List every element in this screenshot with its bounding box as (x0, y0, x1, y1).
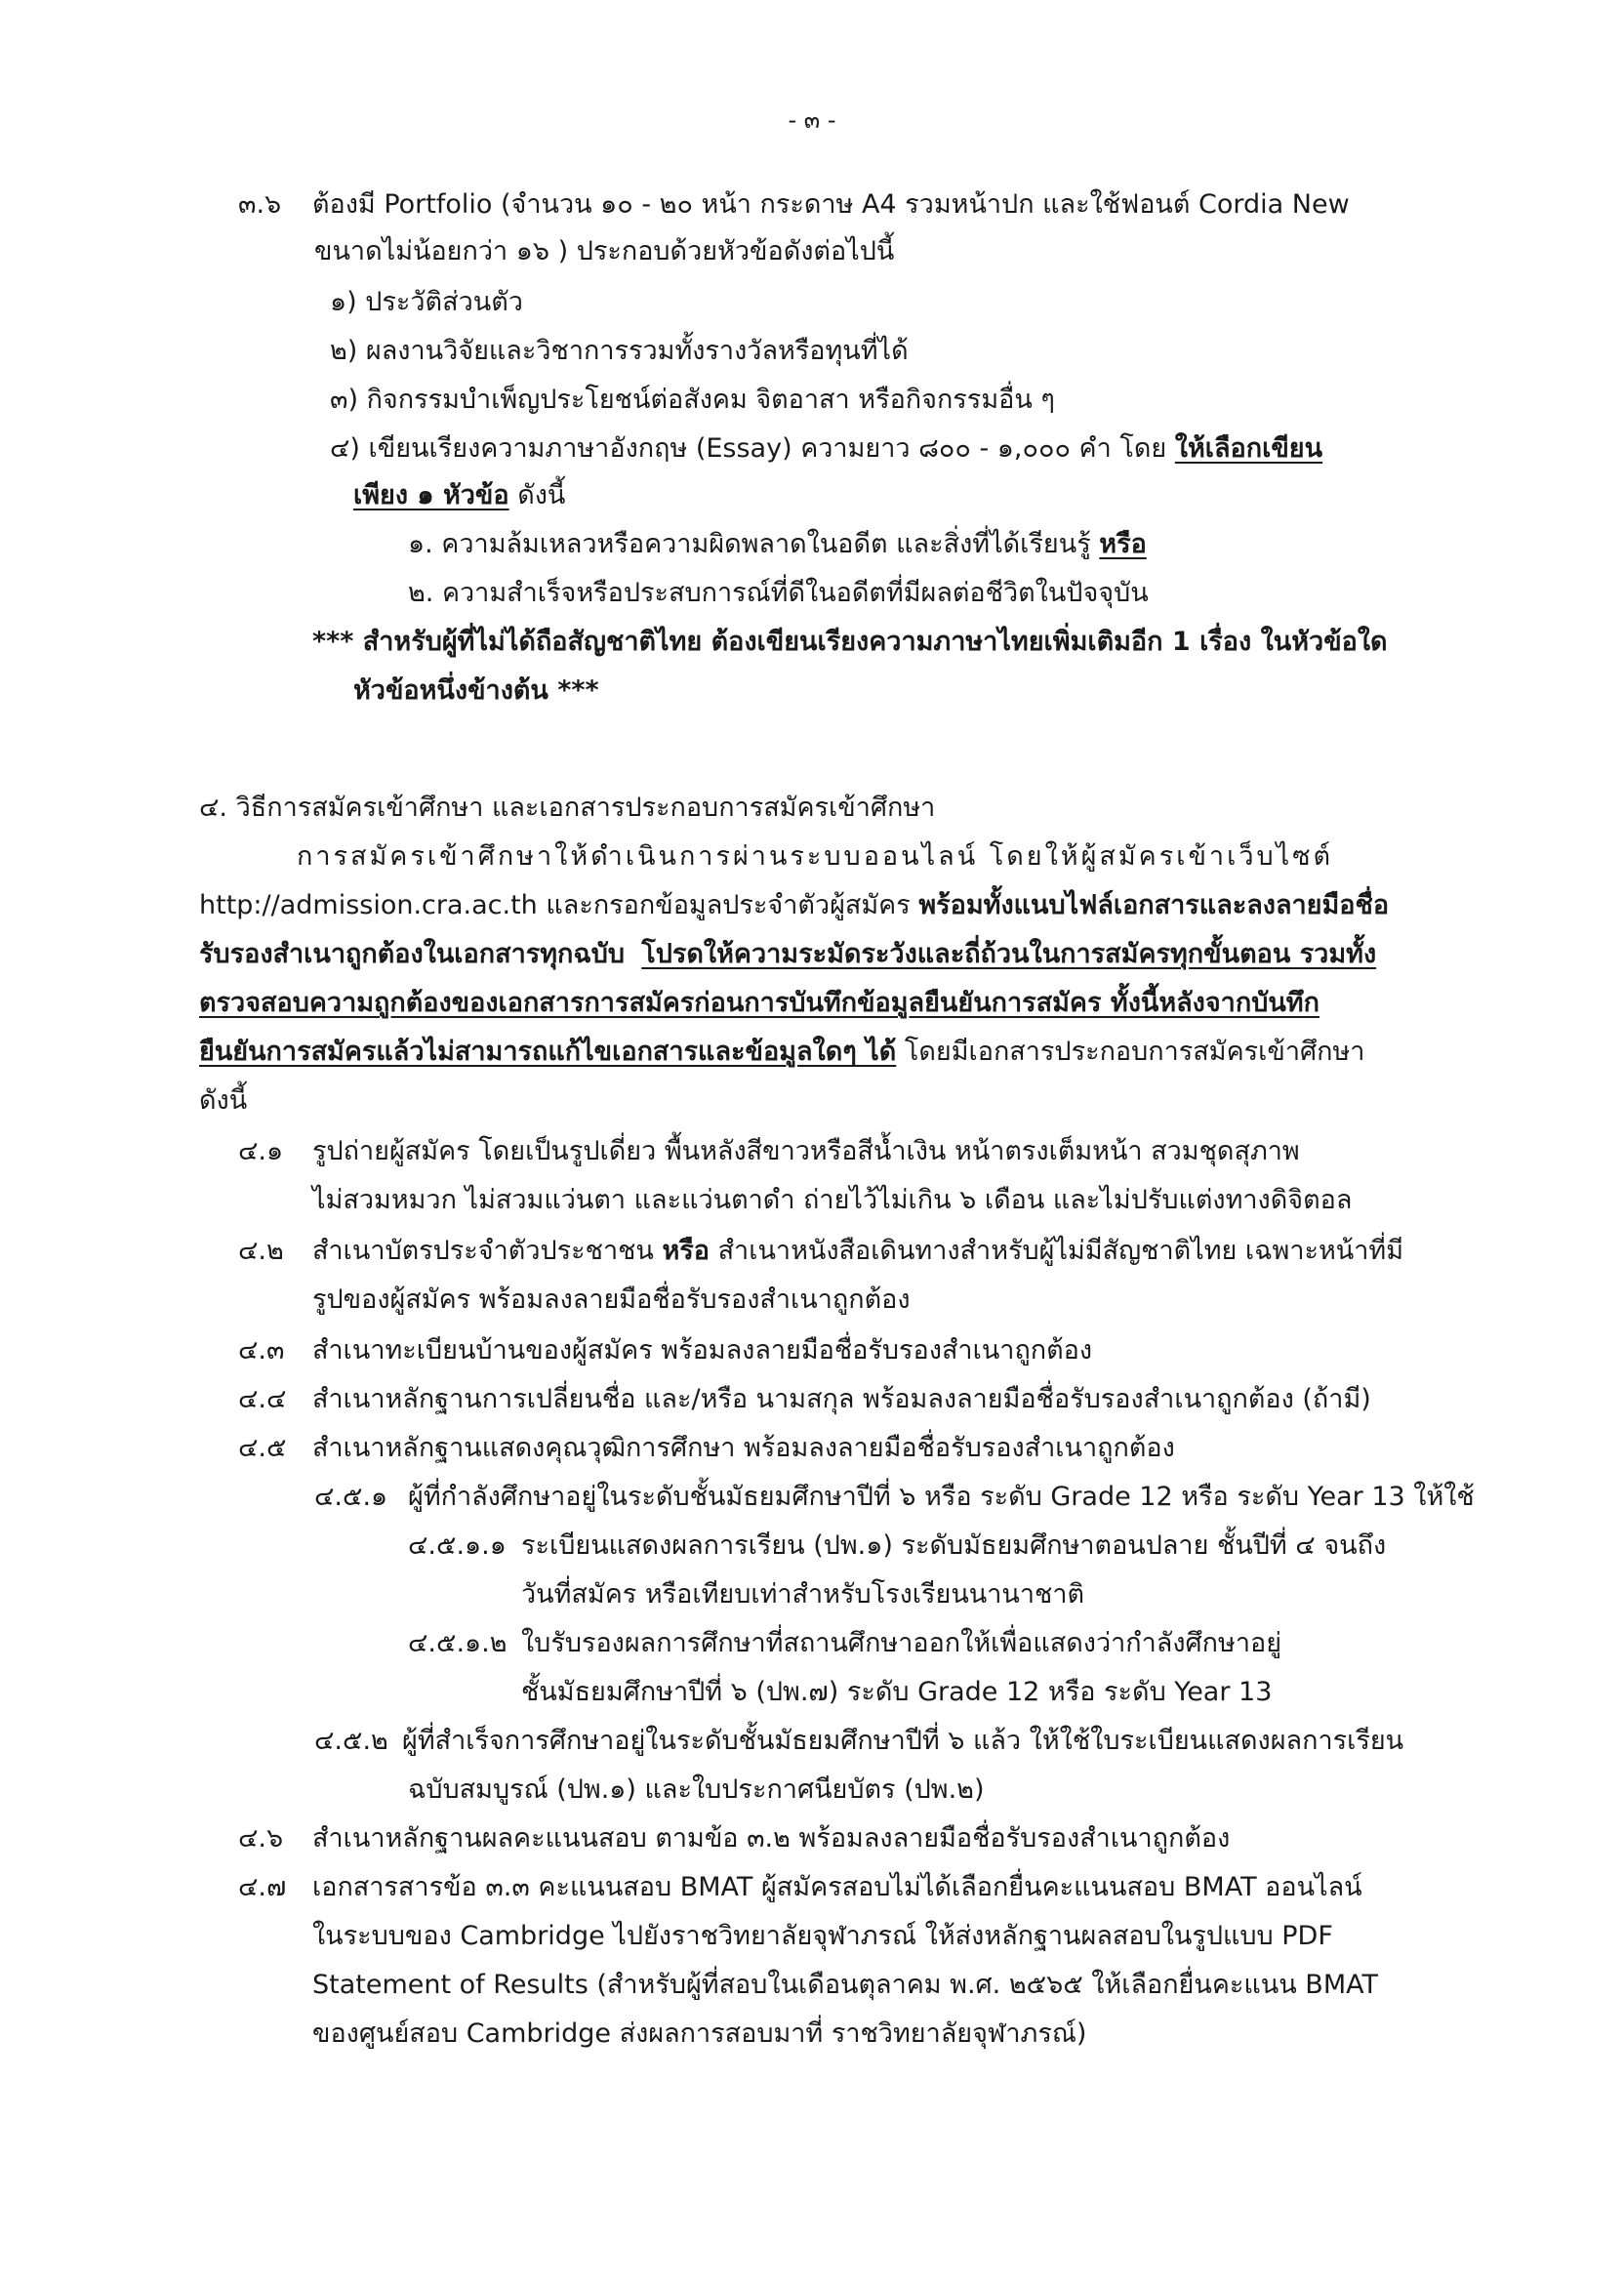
item-number: ๔.๖ (238, 1823, 284, 1854)
emphasis-text: ให้เลือกเขียน (1174, 433, 1323, 464)
list-item: สำเนาทะเบียนบ้านของผู้สมัคร พร้อมลงลายมือชื่อรับรองสำเนาถูกต้อง (312, 1335, 1093, 1366)
paragraph-line: ดังนี้ (199, 1085, 248, 1116)
page-number: - ๓ - (788, 106, 836, 134)
list-item: รูปของผู้สมัคร พร้อมลงลายมือชื่อรับรองสำเนาถูกต้อง (312, 1284, 911, 1315)
list-item: ชั้นมัธยมศึกษาปีที่ ๖ (ปพ.๗) ระดับ Grade 12 หรือ ระดับ Year 13 (521, 1677, 1273, 1707)
list-item: ในระบบของ Cambridge ไปยังราชวิทยาลัยจุฬาภรณ์ ให้ส่งหลักฐานผลสอบในรูปแบบ PDF (312, 1921, 1333, 1951)
item-number: ๔.๓ (238, 1335, 285, 1366)
list-item: สำเนาหลักฐานผลคะแนนสอบ ตามข้อ ๓.๒ พร้อมลงลายมือชื่อรับรองสำเนาถูกต้อง (312, 1823, 1231, 1854)
list-item: ๓) กิจกรรมบำเพ็ญประโยชน์ต่อสังคม จิตอาสา หรือกิจกรรมอื่น ๆ (330, 385, 1055, 415)
list-item: ระเบียนแสดงผลการเรียน (ปพ.๑) ระดับมัธยมศึกษาตอนปลาย ชั้นปีที่ ๔ จนถึง (521, 1530, 1387, 1561)
note-line: *** สำหรับผู้ที่ไม่ได้ถือสัญชาติไทย ต้องเขียนเรียงความภาษาไทยเพิ่มเติมอีก 1 เรื่อง ในหัวข้อใด (312, 627, 1388, 657)
list-item: สำเนาหลักฐานแสดงคุณวุฒิการศึกษา พร้อมลงลายมือชื่อรับรองสำเนาถูกต้อง (312, 1433, 1175, 1463)
item-number: ๔.๔ (238, 1384, 287, 1414)
paragraph-line: ขนาดไม่น้อยกว่า ๑๖ ) ประกอบด้วยหัวข้อดังต่อไปนี้ (314, 236, 895, 266)
list-item: ผู้ที่กำลังศึกษาอยู่ในระดับชั้นมัธยมศึกษาปีที่ ๖ หรือ ระดับ Grade 12 หรือ ระดับ Year 13 ให้ใช้ (408, 1482, 1475, 1512)
paragraph-text: โดยมีเอกสารประกอบการสมัครเข้าศึกษา (896, 1037, 1365, 1067)
item-number: ๔.๕.๑.๒ (408, 1628, 508, 1658)
list-item: ฉบับสมบูรณ์ (ปพ.๑) และใบประกาศนียบัตร (ปพ.๒) (408, 1774, 985, 1805)
paragraph-text: http://admission.cra.ac.th และกรอกข้อมูลประจำตัวผู้สมัคร (199, 890, 919, 920)
item-number: ๔.๕.๑.๑ (408, 1530, 507, 1561)
list-item: ๒) ผลงานวิจัยและวิชาการรวมทั้งรางวัลหรือทุนที่ได้ (330, 336, 909, 366)
note-line: หัวข้อหนึ่งข้างต้น *** (353, 675, 599, 706)
sub-list-text: ๑. ความล้มเหลวหรือความผิดพลาดในอดีต และสิ่งที่ได้เรียนรู้ (408, 529, 1100, 559)
emphasis-text: หรือ (1099, 529, 1147, 559)
list-item-text: สำเนาบัตรประจำตัวประชาชน (312, 1236, 663, 1266)
paragraph-line: การสมัครเข้าศึกษาให้ดำเนินการผ่านระบบออนไลน์ โดยให้ผู้สมัครเข้าเว็บไซต์ (297, 841, 1334, 872)
item-number: ๔.๕.๒ (314, 1726, 388, 1756)
paragraph-line (353, 476, 565, 515)
emphasis-text: เพียง ๑ หัวข้อ (353, 480, 509, 510)
list-item: สำเนาหลักฐานการเปลี่ยนชื่อ และ/หรือ นามสกุล พร้อมลงลายมือชื่อรับรองสำเนาถูกต้อง (ถ้ามี) (312, 1384, 1371, 1414)
item-number: ๔.๕ (238, 1433, 287, 1463)
list-item: ไม่สวมหมวก ไม่สวมแว่นตา และแว่นตาดำ ถ่ายไว้ไม่เกิน ๖ เดือน และไม่ปรับแต่งทางดิจิตอล (312, 1185, 1353, 1215)
emphasis-text: หรือ (662, 1236, 710, 1266)
paragraph-line (199, 886, 1389, 925)
list-item: ผู้ที่สำเร็จการศึกษาอยู่ในระดับชั้นมัธยมศึกษาปีที่ ๖ แล้ว ให้ใช้ใบระเบียนแสดงผลการเรียน (402, 1726, 1404, 1756)
paragraph-line (199, 1033, 1364, 1072)
item-number: ๔.๒ (238, 1236, 284, 1266)
emphasis-text: ยืนยันการสมัครแล้วไม่สามารถแก้ไขเอกสารและข้อมูลใดๆ ได้ (199, 1037, 897, 1067)
item-number: ๔.๗ (238, 1872, 287, 1902)
emphasis-text: พร้อมทั้งแนบไฟล์เอกสารและลงลายมือชื่อ (918, 890, 1390, 920)
list-item: รูปถ่ายผู้สมัคร โดยเป็นรูปเดี่ยว พื้นหลังสีขาวหรือสีน้ำเงิน หน้าตรงเต็มหน้า สวมชุดสุภาพ (312, 1136, 1300, 1166)
sub-list-item (408, 525, 1147, 564)
list-item-text: ๔) เขียนเรียงความภาษาอังกฤษ (Essay) ความยาว ๘๐๐ - ๑,๐๐๐ คำ โดย (330, 433, 1175, 464)
section-heading: ๔. วิธีการสมัครเข้าศึกษา และเอกสารประกอบการสมัครเข้าศึกษา (199, 793, 936, 823)
list-item: ๑) ประวัติส่วนตัว (330, 287, 523, 317)
list-item: วันที่สมัคร หรือเทียบเท่าสำหรับโรงเรียนนานาชาติ (521, 1579, 1085, 1610)
list-item-text: สำเนาหนังสือเดินทางสำหรับผู้ไม่มีสัญชาติไทย เฉพาะหน้าที่มี (710, 1236, 1404, 1266)
item-number: ๔.๑ (238, 1136, 284, 1166)
paragraph-line: ตรวจสอบความถูกต้องของเอกสารการสมัครก่อนการบันทึกข้อมูลยืนยันการสมัคร ทั้งนี้หลังจากบันทึก (199, 988, 1320, 1018)
list-item-text: ดังนี้ (508, 480, 566, 510)
emphasis-text: รับรองสำเนาถูกต้องในเอกสารทุกฉบับ (199, 939, 626, 969)
list-item (330, 429, 1322, 469)
item-number: ๔.๕.๑ (314, 1482, 388, 1512)
paragraph-line (199, 935, 1376, 974)
list-item: Statement of Results (สำหรับผู้ที่สอบในเดือนตุลาคม พ.ศ. ๒๕๖๕ ให้เลือกยื่นคะแนน BMAT (312, 1970, 1378, 2000)
list-item (312, 1232, 1403, 1271)
emphasis-text: โปรดให้ความระมัดระวังและถี่ถ้วนในการสมัครทุกขั้นตอน รวมทั้ง (641, 939, 1377, 969)
item-number: ๓.๖ (238, 189, 282, 220)
sub-list-item: ๒. ความสำเร็จหรือประสบการณ์ที่ดีในอดีตที่มีผลต่อชีวิตในปัจจุบัน (408, 578, 1149, 608)
paragraph-line: ต้องมี Portfolio (จำนวน ๑๐ - ๒๐ หน้า กระดาษ A4 รวมหน้าปก และใช้ฟอนต์ Cordia New (312, 189, 1350, 220)
list-item: ใบรับรองผลการศึกษาที่สถานศึกษาออกให้เพื่อแสดงว่ากำลังศึกษาอยู่ (521, 1628, 1282, 1658)
list-item: ของศูนย์สอบ Cambridge ส่งผลการสอบมาที่ ราชวิทยาลัยจุฬาภรณ์) (312, 2018, 1087, 2049)
list-item: เอกสารสารข้อ ๓.๓ คะแนนสอบ BMAT ผู้สมัครสอบไม่ได้เลือกยื่นคะแนนสอบ BMAT ออนไลน์ (312, 1872, 1362, 1902)
